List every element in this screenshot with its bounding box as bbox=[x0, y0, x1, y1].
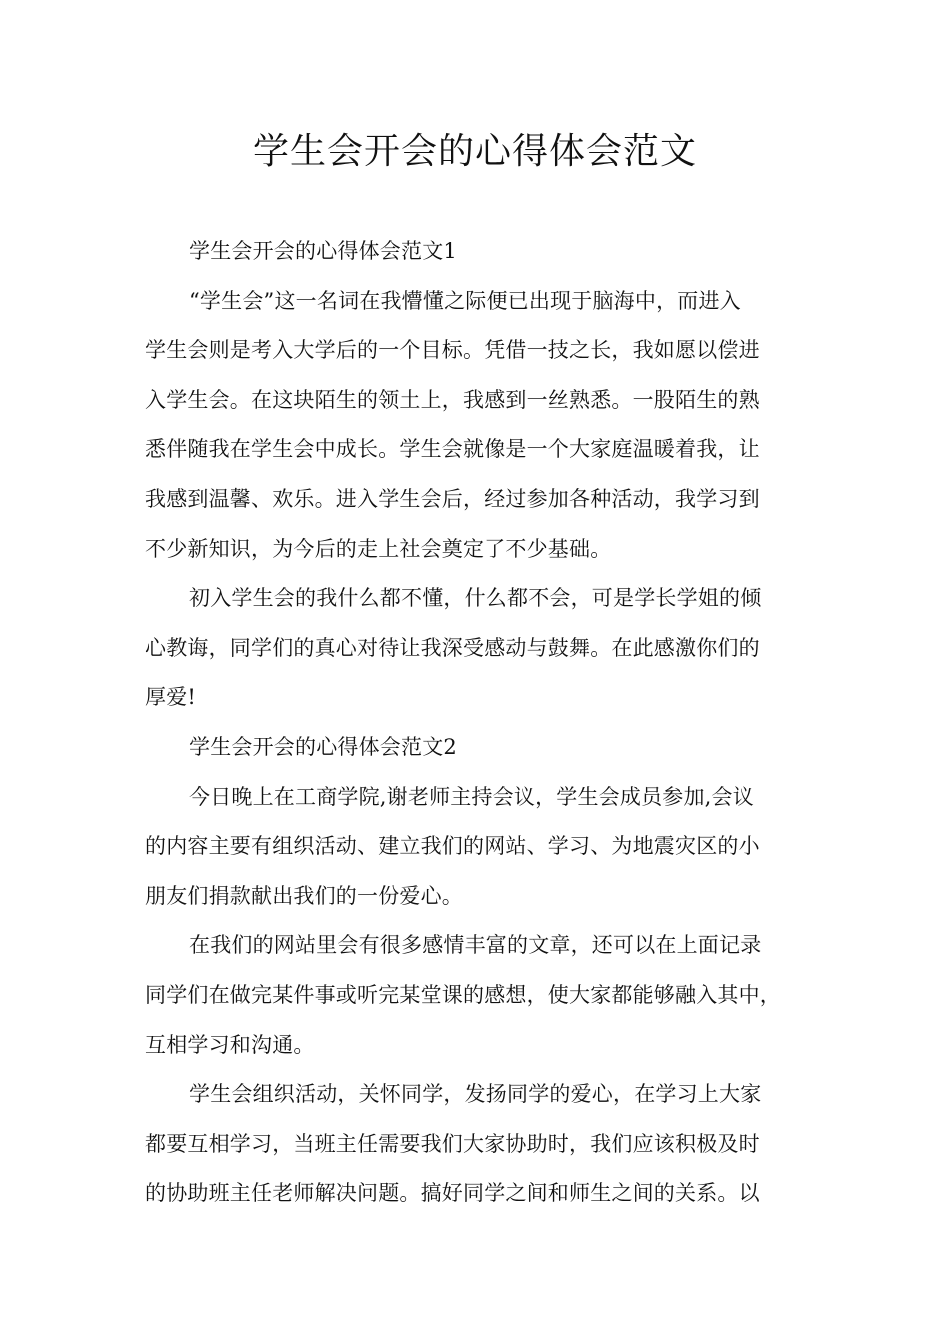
text-line: “学生会”这一名词在我懵懂之际便已出现于脑海中，而进入 bbox=[189, 288, 741, 313]
document-body bbox=[145, 227, 810, 1219]
text-line: 入学生会。在这块陌生的领土上，我感到一丝熟悉。一股陌生的熟 bbox=[145, 387, 760, 412]
text-line: 朋友们捐款献出我们的一份爱心。 bbox=[145, 883, 463, 908]
text-line: 心教诲，同学们的真心对待让我深受感动与鼓舞。在此感激你们的 bbox=[145, 635, 760, 660]
text-line: 悉伴随我在学生会中成长。学生会就像是一个大家庭温暖着我，让 bbox=[145, 437, 760, 462]
text-line: 在我们的网站里会有很多感情丰富的文章，还可以在上面记录 bbox=[189, 933, 762, 958]
document-title: 学生会开会的心得体会范文 bbox=[252, 131, 697, 172]
text-line: 同学们在做完某件事或听完某堂课的感想，使大家都能够融入其中， bbox=[145, 982, 781, 1007]
text-line: 我感到温馨、欢乐。进入学生会后，经过参加各种活动，我学习到 bbox=[145, 486, 760, 511]
text-line: 今日晚上在工商学院,谢老师主持会议，学生会成员参加,会议 bbox=[189, 784, 754, 809]
text-line: 的协助班主任老师解决问题。搞好同学之间和师生之间的关系。以 bbox=[145, 1181, 760, 1206]
text-line: 学生会则是考入大学后的一个目标。凭借一技之长，我如愿以偿进 bbox=[145, 338, 760, 363]
text-line: 初入学生会的我什么都不懂，什么都不会，可是学长学姐的倾 bbox=[189, 586, 762, 611]
text-line: 不少新知识，为今后的走上社会奠定了不少基础。 bbox=[145, 536, 612, 561]
text-line: 厚爱! bbox=[145, 685, 197, 710]
text-line: 学生会开会的心得体会范文2 bbox=[189, 734, 457, 759]
text-line: 的内容主要有组织活动、建立我们的网站、学习、为地震灾区的小 bbox=[145, 834, 760, 859]
text-line: 互相学习和沟通。 bbox=[145, 1032, 315, 1057]
text-line: 学生会组织活动，关怀同学，发扬同学的爱心，在学习上大家 bbox=[189, 1082, 762, 1107]
text-line: 都要互相学习，当班主任需要我们大家协助时，我们应该积极及时 bbox=[145, 1131, 760, 1156]
text-line: 学生会开会的心得体会范文1 bbox=[189, 239, 457, 263]
